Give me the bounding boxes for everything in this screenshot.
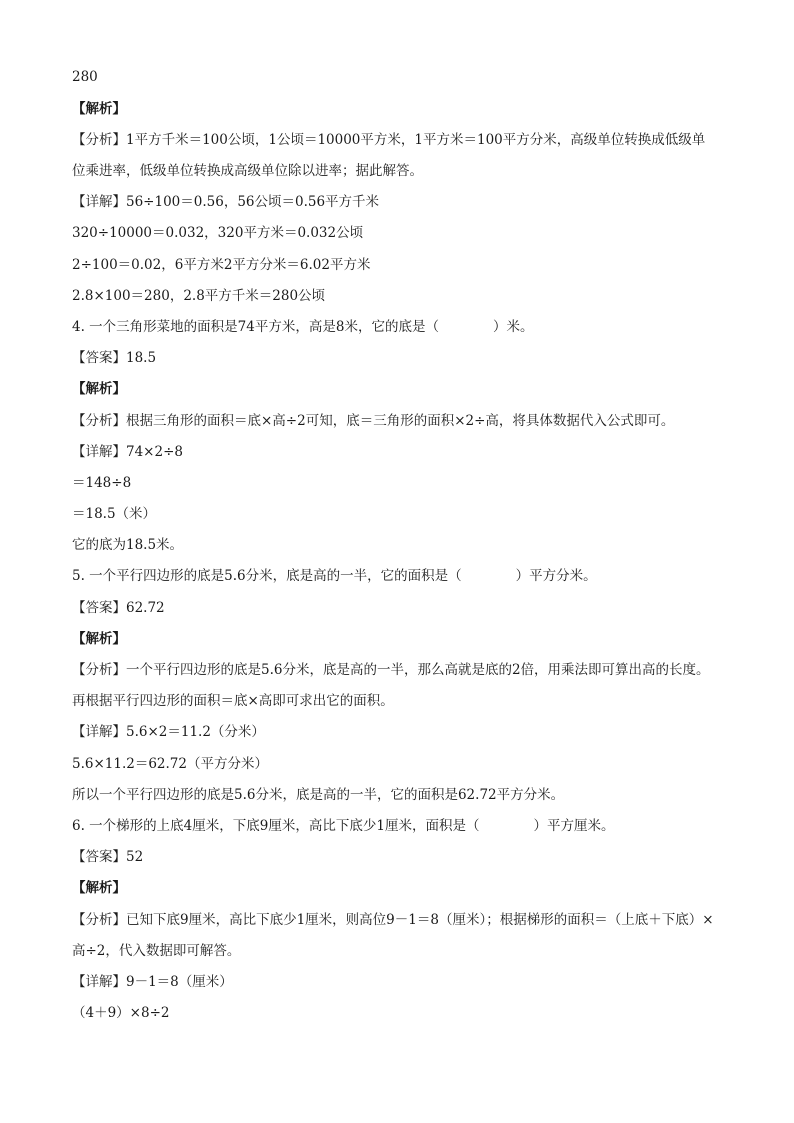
analysis-text: 【分析】根据三角形的面积＝底×高÷2可知，底＝三角形的面积×2÷高，将具体数据代入公式即可。 bbox=[72, 413, 675, 429]
detail-text: 【详解】9－1＝8（厘米） bbox=[72, 974, 233, 990]
analysis-heading: 【解析】 bbox=[72, 381, 126, 397]
analysis-heading: 【解析】 bbox=[72, 880, 126, 896]
answer-heading: 【答案】52 bbox=[72, 849, 144, 865]
conclusion-text: 它的底为18.5米。 bbox=[72, 537, 184, 553]
analysis-text: 【分析】已知下底9厘米，高比下底少1厘米，则高位9－1＝8（厘米）；根据梯形的面积＝（上底＋下底）× bbox=[72, 912, 714, 928]
detail-text: 5.6×11.2＝62.72（平方分米） bbox=[72, 756, 268, 772]
detail-text: 2÷100＝0.02，6平方米2平方分米＝6.02平方米 bbox=[72, 257, 371, 273]
analysis-heading: 【解析】 bbox=[72, 101, 126, 117]
analysis-text: 位乘进率，低级单位转换成高级单位除以进率；据此解答。 bbox=[72, 163, 423, 179]
answer-heading: 【答案】62.72 bbox=[72, 600, 165, 616]
detail-text: ＝18.5（米） bbox=[72, 506, 157, 522]
detail-text: 【详解】5.6×2＝11.2（分米） bbox=[72, 724, 265, 740]
conclusion-text: 所以一个平行四边形的底是5.6分米，底是高的一半，它的面积是62.72平方分米。 bbox=[72, 787, 565, 803]
analysis-text: 【分析】1平方千米＝100公顷，1公顷＝10000平方米，1平方米＝100平方分米，高级单位转换成低级单 bbox=[72, 132, 706, 148]
answer-value-280: 280 bbox=[72, 69, 98, 85]
analysis-text: 再根据平行四边形的面积＝底×高即可求出它的面积。 bbox=[72, 693, 394, 709]
question-4: 4. 一个三角形菜地的面积是74平方米，高是8米，它的底是（ ）米。 bbox=[72, 319, 534, 335]
analysis-text: 高÷2，代入数据即可解答。 bbox=[72, 943, 241, 959]
answer-heading: 【答案】18.5 bbox=[72, 350, 157, 366]
question-5: 5. 一个平行四边形的底是5.6分米，底是高的一半，它的面积是（ ）平方分米。 bbox=[72, 568, 597, 584]
detail-text: 2.8×100＝280，2.8平方千米＝280公顷 bbox=[72, 288, 326, 304]
analysis-heading: 【解析】 bbox=[72, 631, 126, 647]
detail-text: 【详解】56÷100＝0.56，56公顷＝0.56平方千米 bbox=[72, 194, 380, 210]
analysis-text: 【分析】一个平行四边形的底是5.6分米，底是高的一半，那么高就是底的2倍，用乘法即可算出高的长度。 bbox=[72, 662, 710, 678]
question-6: 6. 一个梯形的上底4厘米，下底9厘米，高比下底少1厘米，面积是（ ）平方厘米。 bbox=[72, 818, 615, 834]
detail-text: 320÷10000＝0.032，320平方米＝0.032公顷 bbox=[72, 225, 364, 241]
detail-text: （4＋9）×8÷2 bbox=[72, 1005, 170, 1021]
detail-text: ＝148÷8 bbox=[72, 475, 132, 491]
detail-text: 【详解】74×2÷8 bbox=[72, 444, 183, 460]
